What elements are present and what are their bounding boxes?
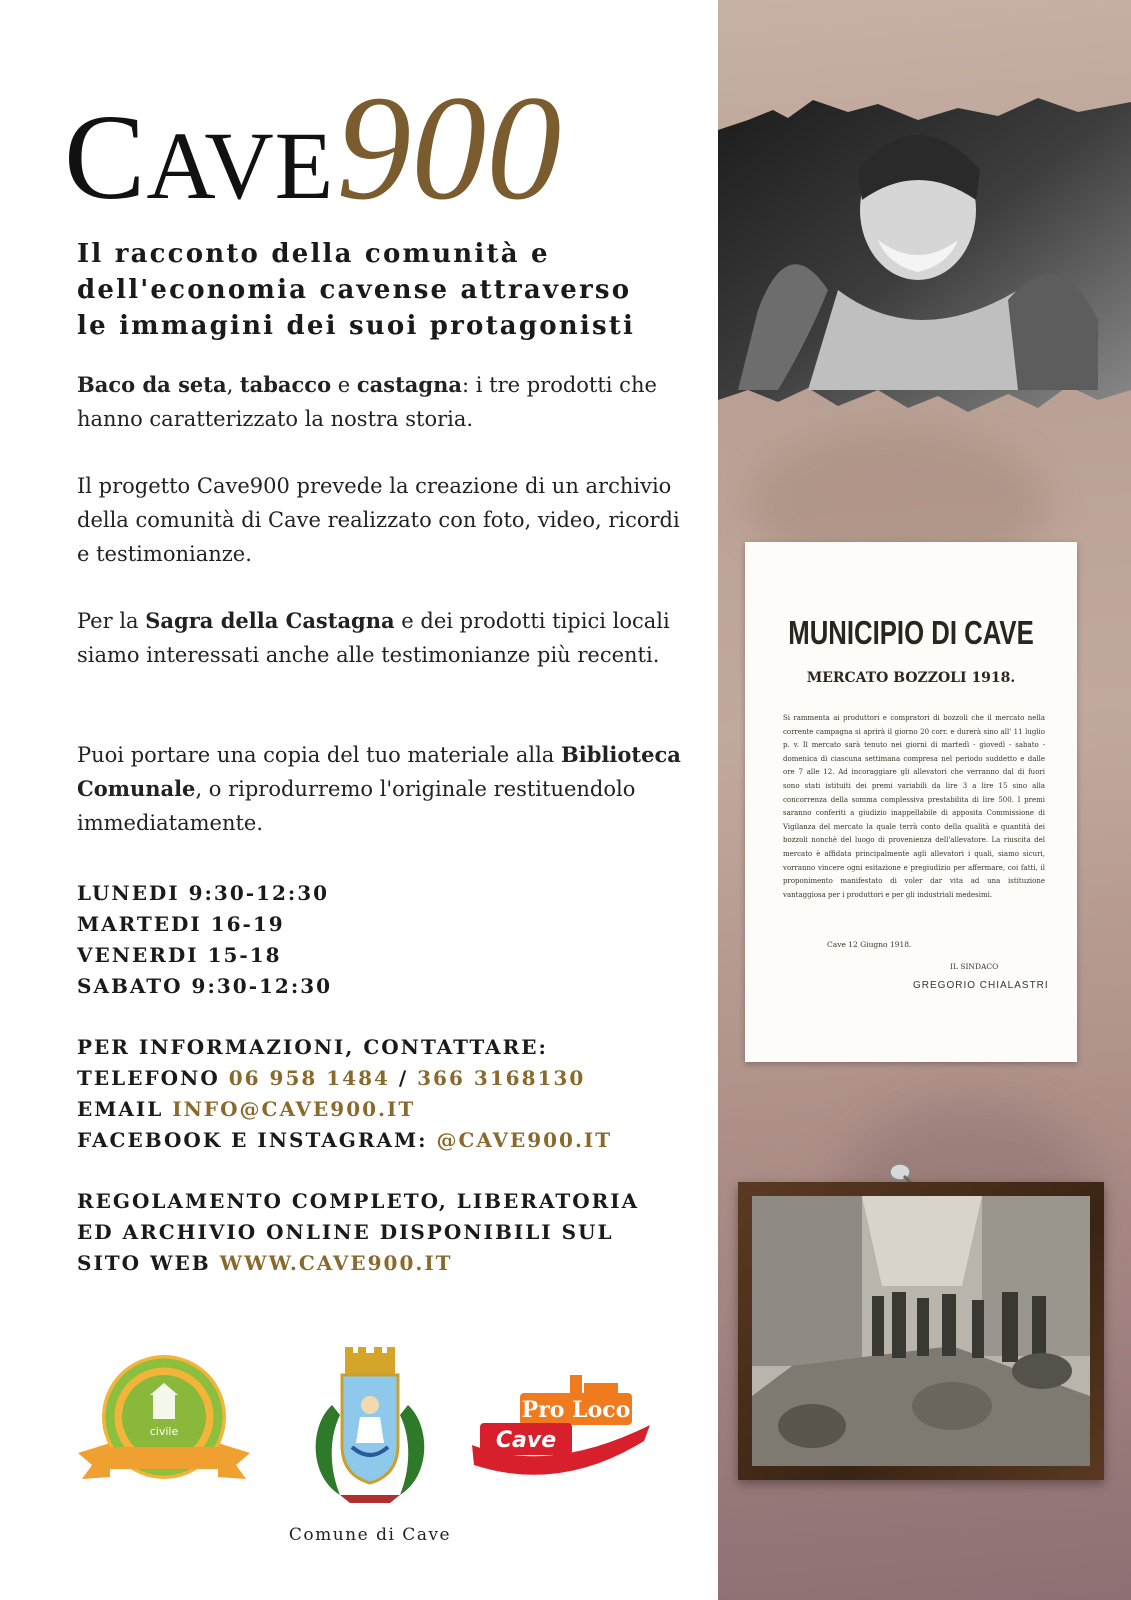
hours-line: LUNEDI 9:30-12:30 <box>77 881 330 905</box>
cave-text: Cave <box>495 1428 557 1453</box>
market-photo <box>752 1196 1090 1466</box>
woman-photo <box>718 90 1131 420</box>
sponsor-logos <box>70 1345 690 1535</box>
poster-subtitle: MERCATO BOZZOLI 1918. <box>806 670 1016 686</box>
opening-hours <box>77 878 697 1002</box>
phone-2[interactable]: 366 3168130 <box>417 1066 586 1090</box>
biblioteca-paragraph: Puoi portare una copia del tuo materiale alla Biblioteca Comunale, o riprodurremo l'originale restituendolo immediatamente. <box>77 742 681 835</box>
cave900-logo <box>64 62 562 231</box>
email-link[interactable]: INFO@CAVE900.IT <box>172 1097 416 1121</box>
intro-paragraph: Baco da seta, tabacco e castagna: i tre prodotti che hanno caratterizzato la nostra storia. <box>77 372 657 431</box>
logo-900-text: 900 <box>336 65 562 231</box>
poster-date: Cave 12 Giugno 1918. <box>827 940 912 949</box>
civile-badge-logo <box>78 1355 250 1479</box>
progetto-paragraph: Il progetto Cave900 prevede la creazione di un archivio della comunità di Cave realizzato con foto, video, ricordi e testimonianze. <box>77 474 680 566</box>
poster-sindaco: IL SINDACO <box>950 962 999 971</box>
hours-line: VENERDI 15-18 <box>77 943 282 967</box>
email-line: EMAIL INFO@CAVE900.IT <box>77 1097 416 1121</box>
poster-title: MUNICIPIO DI CAVE <box>788 614 1034 651</box>
website-link[interactable]: WWW.CAVE900.IT <box>219 1251 453 1275</box>
right-collage <box>718 0 1131 1600</box>
proloco-logo <box>472 1375 650 1475</box>
contacts-header: PER INFORMAZIONI, CONTATTARE: <box>77 1035 548 1059</box>
social-handle[interactable]: @CAVE900.IT <box>436 1128 613 1152</box>
phone-line: TELEFONO 06 958 1484 / 366 3168130 <box>77 1066 586 1090</box>
phone-1[interactable]: 06 958 1484 <box>228 1066 390 1090</box>
social-line: FACEBOOK E INSTAGRAM: @CAVE900.IT <box>77 1128 613 1152</box>
logos-svg <box>70 1345 690 1535</box>
hours-line: MARTEDI 16-19 <box>77 912 285 936</box>
civile-text: civile <box>149 1425 179 1438</box>
market-photo-frame <box>738 1182 1104 1480</box>
page-subtitle: Il racconto della comunità e dell'economia cavense attraverso le immagini dei suoi protagonisti <box>77 239 636 341</box>
municipio-poster <box>745 542 1077 1062</box>
sagra-paragraph: Per la Sagra della Castagna e dei prodotti tipici locali siamo interessati anche alle testimonianze più recenti. <box>77 608 670 667</box>
regolamento-block: REGOLAMENTO COMPLETO, LIBERATORIA ED ARCHIVIO ONLINE DISPONIBILI SUL SITO WEB WWW.CAVE900.IT <box>77 1189 640 1275</box>
poster-body: Si rammenta ai produttori e compratori di bozzoli che il mercato nella corrente campagna si aprirà il giorno 20 corr. e durerà sino all' 11 luglio p. v. Il mercato sarà tenuto nei giorni di martedì - giovedì - sabato - domenica di ciascuna settimana compresa nel periodo suddetto e dalle ore 7 alle 12. Ad incoraggiare gli allevatori che verranno dal di fuori sono stati istituiti dei premi variabili da lire 3 a lire 15 sino alla concorrenza della somma complessiva prestabilita di lire 500. I premi saranno conferiti a giudizio inappellabile di apposita Commissione di Vigilanza del mercato la quale terrà conto della qualità e quantità dei bozzoli nonchè del luogo di provenienza dell'allevatore. La riuscita del mercato è affidata principalmente agli allevatori i quali, siamo sicuri, vorranno vincere ogni esitazione e pregiudizio per affermare, coi fatti, il proponimento manifestato di voler dar vita ad una istituzione vantaggiosa per i produttori e per gli industriali medesimi. <box>783 714 1045 899</box>
poster-signature: GREGORIO CHIALASTRI <box>913 980 1049 991</box>
comune-label: Comune di Cave <box>288 1525 452 1545</box>
logo-cave-text: CAVE <box>64 90 335 225</box>
hours-line: SABATO 9:30-12:30 <box>77 974 333 998</box>
proloco-text: Pro Loco <box>521 1397 631 1423</box>
contacts-block <box>77 1032 697 1156</box>
comune-coat-of-arms <box>316 1347 425 1503</box>
